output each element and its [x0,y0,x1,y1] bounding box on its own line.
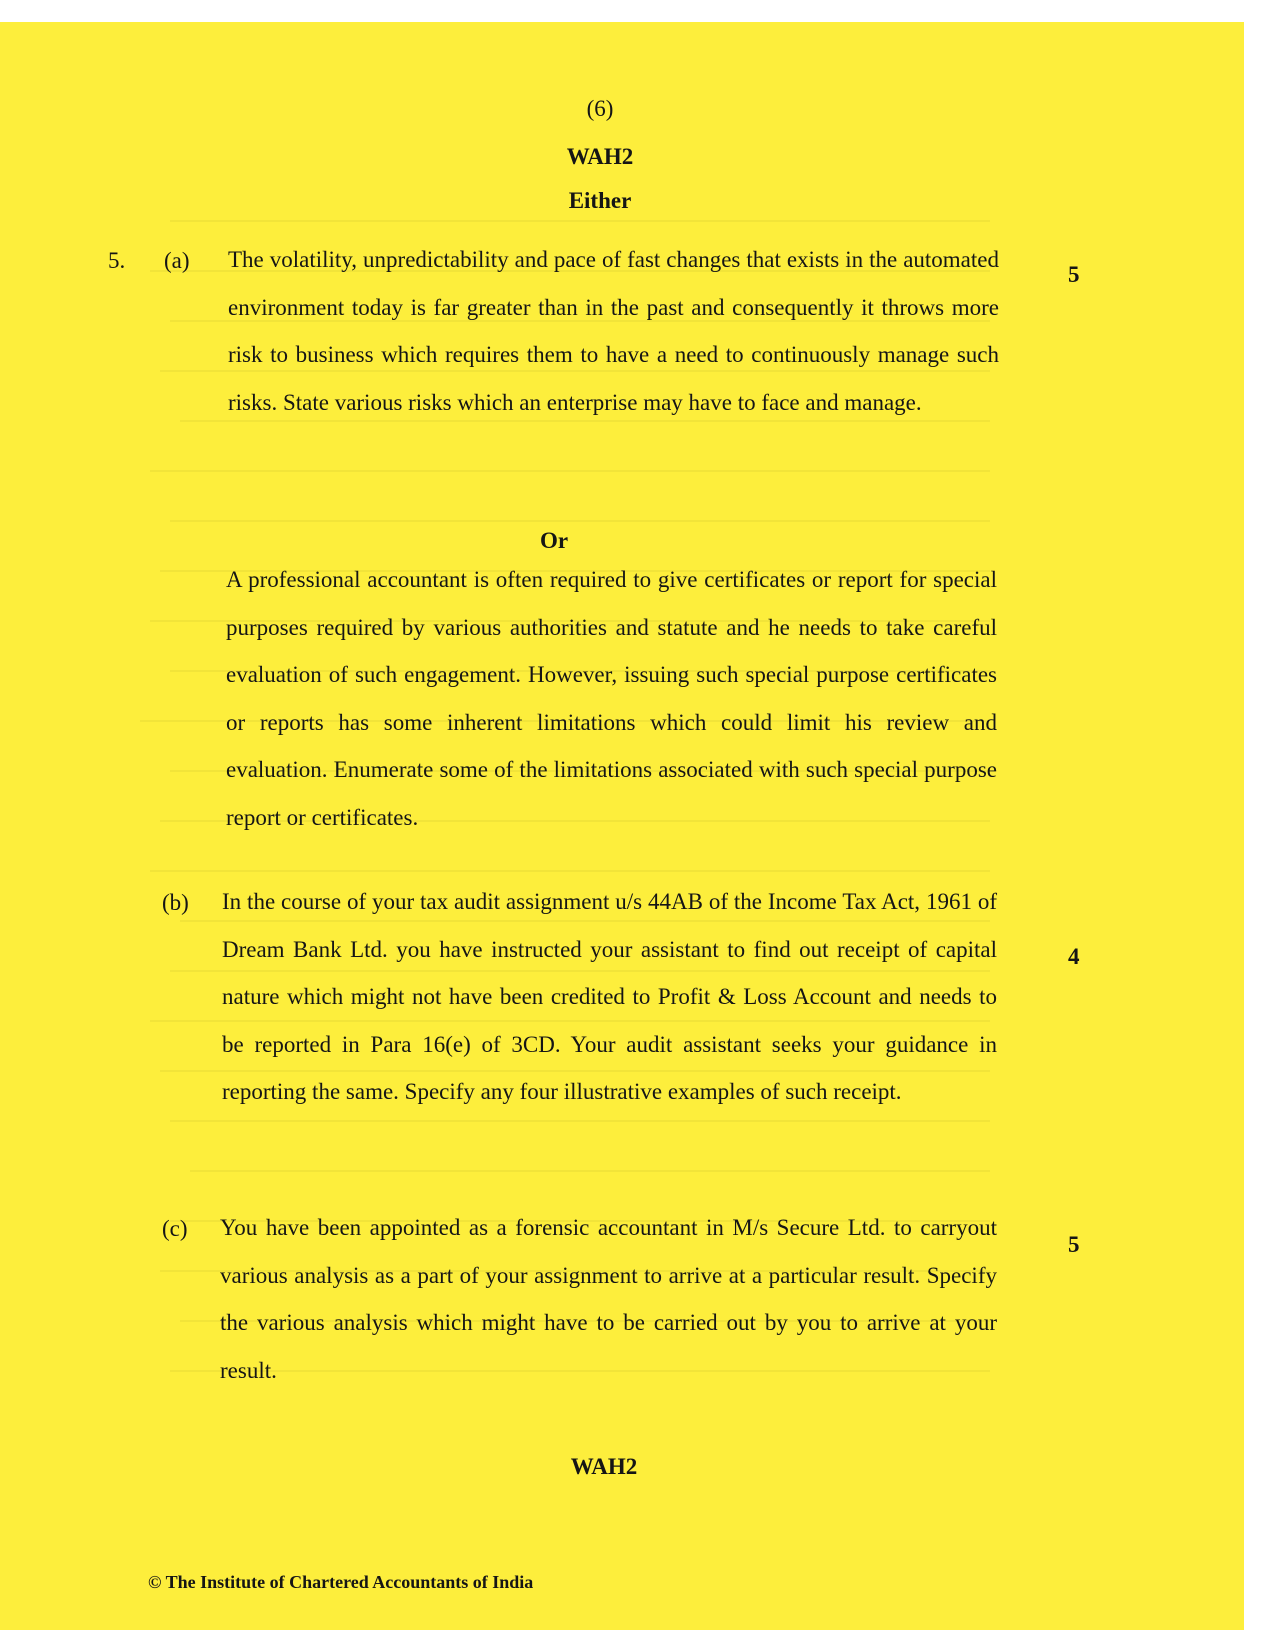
part-b-text: In the course of your tax audit assignment u/s 44AB of the Income Tax Act, 1961 of Dream Bank Ltd. you have instructed your assistant to find out receipt of capital nature which might not have been credited to Profit & Loss Account and needs to be reported in Para 16(e) of 3CD. Your audit assistant seeks your guidance in reporting the same. Specify any four illustrative examples of such receipt. [222,889,997,1104]
part-a-label: (a) [164,248,190,273]
paper-code-bottom: WAH2 [570,1454,638,1479]
part-c-marks: 5 [1068,1232,1080,1257]
part-c-text: You have been appointed as a forensic accountant in M/s Secure Ltd. to carryout various analysis as a part of your assignment to arrive at a particular result. Specify the various analysis which might have to be carried out by you to arrive at your result. [220,1215,997,1383]
copyright-notice: © The Institute of Chartered Accountants of India [148,1572,534,1592]
part-b-label: (b) [162,890,189,915]
or-heading: Or [539,528,569,553]
paper-code-top: WAH2 [566,144,634,169]
bleed-line [170,472,990,522]
exam-page [0,22,1244,1630]
part-a-marks: 5 [1068,262,1080,287]
bleed-line [150,422,990,472]
part-c-label: (c) [162,1216,188,1241]
bleed-line [190,1122,990,1172]
page-number: (6) [586,96,614,121]
question-number: 5. [108,248,126,273]
part-a-text: The volatility, unpredictability and pace of fast changes that exists in the automated environment today is far greater than in the past and consequently it throws more risk to business which requires them to have a need to continuously manage such risks. State various risks which an enterprise may have to face and manage. [228,247,999,415]
part-b-marks: 4 [1068,944,1080,969]
part-a-alternative-text: A professional accountant is often required to give certificates or report for special purposes required by various authorities and statute and he needs to take careful evaluation of such engagement. However, issuing such special purpose certificates or reports has some inherent limitations which could limit his review and evaluation. Enumerate some of the limitations associated with such special purpose report or certificates. [226,567,997,830]
either-heading: Either [568,188,632,213]
